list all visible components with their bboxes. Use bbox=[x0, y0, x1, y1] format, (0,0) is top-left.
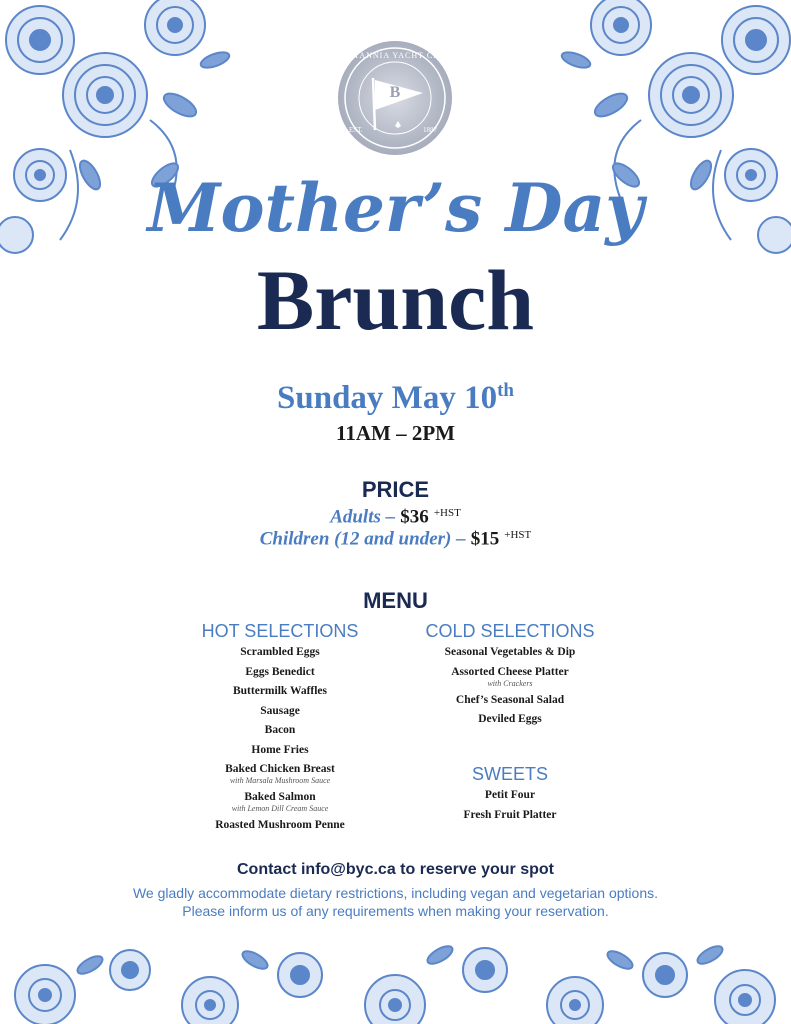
menu-item-name: Buttermilk Waffles bbox=[232, 685, 328, 697]
menu-sweets-list bbox=[395, 788, 625, 822]
menu-item-note: with Lemon Dill Cream Sauce bbox=[231, 804, 329, 813]
menu-item bbox=[165, 684, 395, 698]
event-time: 11AM – 2PM bbox=[336, 421, 455, 445]
menu-cold-list bbox=[395, 645, 625, 726]
price-adults-label: Adults – bbox=[330, 506, 396, 528]
menu-item bbox=[395, 712, 625, 726]
menu-item-name: Sausage bbox=[260, 704, 300, 717]
price-heading: PRICE bbox=[361, 477, 430, 502]
menu-item bbox=[395, 645, 625, 659]
title-mothers-day: Mother’s Day bbox=[147, 169, 644, 247]
menu-item-name: Baked Chicken Breast bbox=[225, 763, 335, 775]
menu-item bbox=[165, 762, 395, 785]
menu-item bbox=[395, 788, 625, 802]
menu-hot-heading: HOT SELECTIONS bbox=[201, 621, 359, 641]
menu-item-name: Eggs Benedict bbox=[245, 665, 315, 678]
menu-heading: MENU bbox=[363, 588, 428, 613]
menu-item-name: Baked Salmon bbox=[244, 791, 316, 803]
menu-item-name: Chef’s Seasonal Salad bbox=[455, 693, 565, 706]
menu-item bbox=[165, 818, 395, 832]
menu-item-name: Scrambled Eggs bbox=[240, 646, 320, 658]
price-adults-tax: +HST bbox=[433, 507, 461, 519]
contact-line: Contact info@byc.ca to reserve your spot bbox=[236, 861, 554, 878]
menu-item-name: Petit Four bbox=[484, 789, 536, 801]
event-date bbox=[0, 370, 791, 419]
menu-item bbox=[165, 645, 395, 659]
menu-item bbox=[165, 743, 395, 757]
title-brunch: Brunch bbox=[256, 252, 535, 348]
event-date-suffix: th bbox=[497, 380, 514, 401]
dietary-note-line-1: We gladly accommodate dietary restrictions, including vegan and vegetarian options. bbox=[132, 885, 659, 901]
menu-item-name: Seasonal Vegetables & Dip bbox=[444, 646, 576, 658]
menu-item bbox=[165, 723, 395, 737]
logo-year: 1887 bbox=[423, 126, 437, 134]
menu-cold-heading: COLD SELECTIONS bbox=[425, 621, 595, 641]
menu-item-name: Fresh Fruit Platter bbox=[463, 808, 557, 821]
price-children bbox=[0, 524, 791, 550]
price-children-tax: +HST bbox=[504, 529, 532, 541]
price-adults-amount: $36 bbox=[400, 506, 429, 528]
menu-sweets-column bbox=[395, 764, 625, 827]
menu-sweets-heading: SWEETS bbox=[471, 764, 548, 784]
event-date-day: Sunday May 10 bbox=[277, 380, 498, 416]
menu-hot-column bbox=[165, 621, 395, 838]
menu-item bbox=[395, 665, 625, 688]
menu-hot-list bbox=[165, 645, 395, 832]
logo-flag-letter: B bbox=[389, 84, 401, 101]
menu-item bbox=[395, 808, 625, 822]
menu-cold-column bbox=[395, 621, 625, 732]
menu-item-name: Home Fries bbox=[251, 743, 309, 756]
price-children-label: Children (12 and under) – bbox=[259, 528, 466, 550]
price-children-amount: $15 bbox=[470, 528, 500, 550]
menu-item bbox=[395, 693, 625, 707]
logo-est-label: EST. bbox=[349, 126, 363, 134]
menu-item-note: with Marsala Mushroom Sauce bbox=[229, 776, 331, 785]
menu-item-note: with Crackers bbox=[487, 678, 533, 688]
menu-item bbox=[165, 665, 395, 679]
floral-bottom-border-decoration bbox=[0, 925, 791, 1024]
dietary-note-line-2: Please inform us of any requirements when making your reservation. bbox=[182, 903, 609, 919]
menu-item bbox=[165, 790, 395, 813]
menu-item-name: Assorted Cheese Platter bbox=[451, 665, 569, 678]
menu-item-name: Deviled Eggs bbox=[478, 713, 542, 725]
menu-item-name: Roasted Mushroom Penne bbox=[215, 819, 345, 831]
logo-club-name: BRITANNIA YACHT CLUB bbox=[337, 51, 453, 60]
menu-item-name: Bacon bbox=[264, 724, 296, 736]
menu-item bbox=[165, 704, 395, 718]
club-logo bbox=[335, 38, 455, 158]
